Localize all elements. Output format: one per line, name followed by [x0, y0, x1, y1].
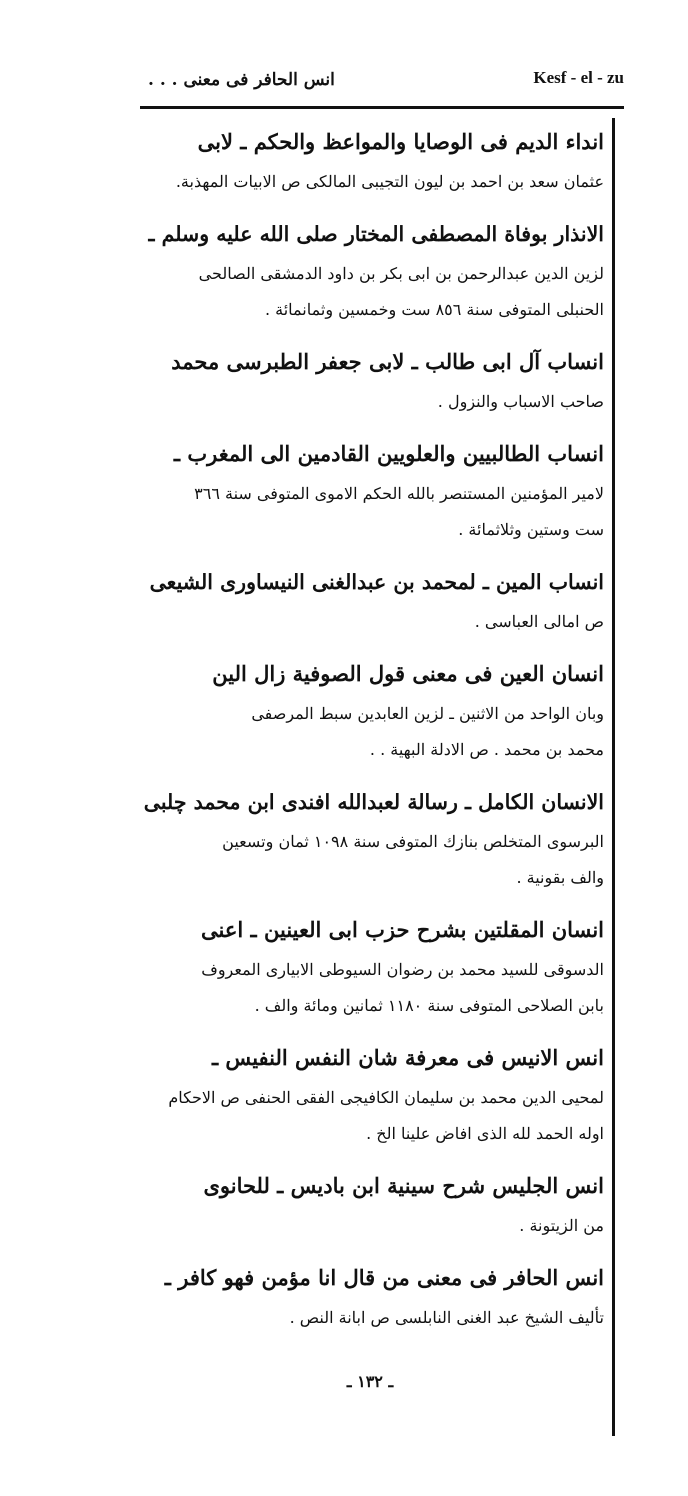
entry-text: لزين الدين عبدالرحمن بن ابى بكر بن داود الدمشقى الصالحى	[198, 264, 604, 283]
header-running-head: Kesf - el - zu	[533, 68, 624, 87]
header-section-title: انس الحافر فى معنى . . .	[148, 70, 335, 90]
entry-title: انس الانيس فى معرفة شان النفس النفيس ـ	[211, 1045, 604, 1070]
entry-text: لامير المؤمنين المستنصر بالله الحكم الاموى المتوفى سنة ٣٦٦	[194, 484, 604, 503]
entry-item	[140, 1256, 604, 1336]
entry-title: انسان العين فى معنى قول الصوفية زال الين	[212, 661, 604, 686]
entry-item	[140, 780, 604, 896]
header-rule	[140, 106, 624, 109]
entry-item	[140, 432, 604, 548]
entry-title: انداء الديم فى الوصايا والمواعظ والحكم ـ لابى	[197, 129, 604, 154]
entry-title: انس الحافر فى معنى من قال انا مؤمن فهو كافر ـ	[164, 1265, 604, 1290]
entry-item	[140, 1164, 604, 1244]
entry-text: الدسوقى للسيد محمد بن رضوان السيوطى الابيارى المعروف	[201, 960, 604, 979]
entry-item	[140, 652, 604, 768]
margin-rule	[612, 118, 615, 1436]
entry-item	[140, 908, 604, 1024]
entry-title: انساب المين ـ لمحمد بن عبدالغنى النيساورى الشيعى	[149, 570, 604, 594]
entry-text: تأليف الشيخ عبد الغنى النابلسى ص ابانة النص .	[289, 1308, 604, 1327]
entry-title: الانذار بوفاة المصطفى المختار صلى الله عليه وسلم ـ	[148, 222, 604, 246]
entry-text: لمحيى الدين محمد بن سليمان الكافيجى الفقى الحنفى ص الاحكام	[168, 1088, 604, 1107]
page-number: ـ ١٣٢ ـ	[346, 1372, 394, 1391]
entry-item	[140, 1036, 604, 1152]
entry-text: من الزيتونة .	[519, 1216, 604, 1235]
entry-item	[140, 340, 604, 420]
entry-text: ست وستين وثلاثمائة .	[458, 520, 604, 539]
entry-title: انساب آل ابى طالب ـ لابى جعفر الطبرسى محمد	[171, 349, 604, 374]
entry-text: ص امالى العباسى .	[474, 612, 604, 631]
entry-item	[140, 120, 604, 200]
entry-text: البرسوى المتخلص بنازك المتوفى سنة ١٠٩٨ ثمان وتسعين	[222, 832, 604, 851]
entry-title: انسان المقلتين بشرح حزب ابى العينين ـ اعنى	[201, 917, 604, 942]
entry-title: انس الجليس شرح سينية ابن باديس ـ للحانوى	[203, 1173, 604, 1198]
entry-text: بابن الصلاحى المتوفى سنة ١١٨٠ ثمانين ومائة والف .	[254, 996, 604, 1015]
entry-text: صاحب الاسباب والنزول .	[437, 392, 604, 411]
entry-item	[140, 560, 604, 640]
entry-text: محمد بن محمد . ص الادلة البهية . .	[369, 740, 604, 759]
page-header	[148, 62, 624, 96]
entry-title: انساب الطالبيين والعلويين القادمين الى المغرب ـ	[173, 441, 604, 466]
entry-text: الحنبلى المتوفى سنة ٨٥٦ ست وخمسين وثمانمائة .	[264, 300, 604, 319]
entry-title: الانسان الكامل ـ رسالة لعبدالله افندى ابن محمد چلبى	[143, 790, 604, 814]
entries-list	[140, 120, 604, 1348]
entry-item	[140, 212, 604, 328]
entry-text: اوله الحمد لله الذى افاض علينا الخ .	[366, 1124, 604, 1143]
entry-text: عثمان سعد بن احمد بن ليون التجيبى المالكى ص الابيات المهذبة.	[175, 172, 604, 191]
entry-text: والف بقونية .	[516, 868, 604, 887]
entry-text: وبان الواحد من الاثنين ـ لزين العابدين سبط المرصفى	[251, 704, 604, 723]
